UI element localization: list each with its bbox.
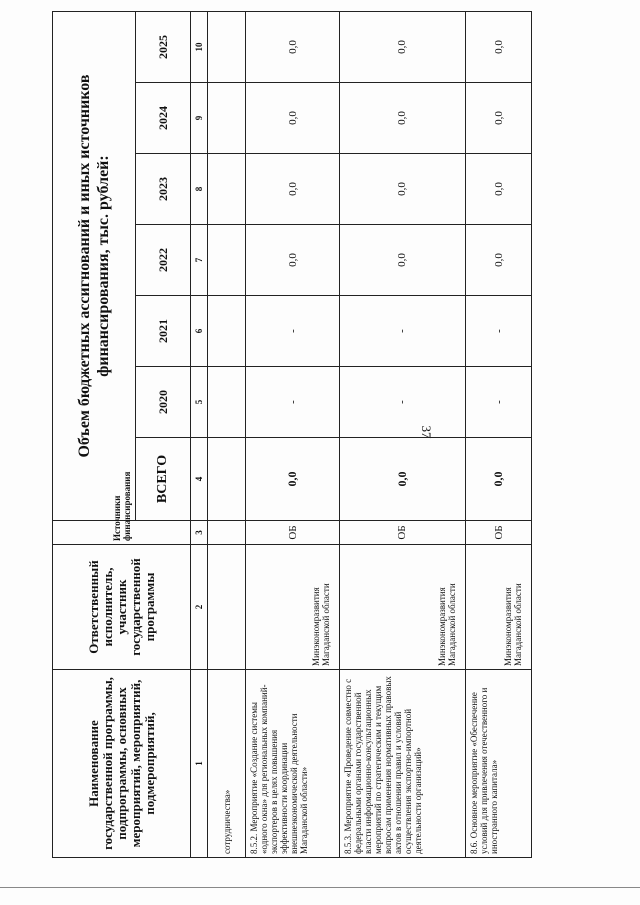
header-executor: Ответственный исполнитель, участник государственной программы (53, 545, 191, 670)
table-row (466, 11, 532, 857)
header-year-2024: 2024 (136, 83, 191, 154)
column-number: 5 (191, 367, 207, 438)
table-row (246, 11, 339, 857)
column-number-row (191, 11, 207, 857)
row-source: ОБ (466, 521, 532, 545)
row-executor: Минэкономразвития Магаданской области (339, 545, 465, 670)
row-value-2023: 0,0 (466, 154, 532, 225)
header-source: Источники финансирования (53, 521, 191, 545)
column-number: 8 (191, 154, 207, 225)
column-number: 2 (191, 545, 207, 670)
row-value-2024: 0,0 (339, 83, 465, 154)
row-value-2024: 0,0 (246, 83, 339, 154)
row-value-2025: 0,0 (466, 11, 532, 82)
column-number: 10 (191, 11, 207, 82)
row-value-2021: - (466, 296, 532, 367)
header-year-2023: 2023 (136, 154, 191, 225)
rotated-table-container (52, 12, 532, 858)
row-value-2023: 0,0 (246, 154, 339, 225)
row-total: 0,0 (246, 438, 339, 521)
row-value-2022: 0,0 (339, 225, 465, 296)
funding-table (52, 11, 532, 858)
row-value-2025: 0,0 (246, 11, 339, 82)
row-source: ОБ (339, 521, 465, 545)
row-value-2024: 0,0 (466, 83, 532, 154)
row-executor: Минэкономразвития Магаданской области (246, 545, 339, 670)
header-row-1 (53, 11, 136, 857)
row-value-2021: - (246, 296, 339, 367)
footer-rule (0, 887, 640, 888)
row-name: 8.5.3. Мероприятие «Проведение совместно с федеральными органами государственной власти информационно-консультационных мероприятий по стратегическим и текущим вопросам применения нормативных правовых актов в отношении правил и условий осуществления экспортно-импортной деятельности организаций» (339, 670, 465, 858)
header-year-2022: 2022 (136, 225, 191, 296)
header-funding: Объем бюджетных ассигнований и иных источников финансирования, тыс. рублей: (53, 11, 136, 520)
row-value-2020: - (466, 367, 532, 438)
header-year-2025: 2025 (136, 11, 191, 82)
page-number: 37 (419, 425, 434, 439)
table-row (339, 11, 465, 857)
header-total: ВСЕГО (136, 438, 191, 521)
row-value-2025: 0,0 (339, 11, 465, 82)
row-executor: Минэкономразвития Магаданской области (466, 545, 532, 670)
row-value-2022: 0,0 (246, 225, 339, 296)
continuation-text: сотрудничества» (207, 670, 245, 858)
header-year-2020: 2020 (136, 367, 191, 438)
column-number: 3 (191, 521, 207, 545)
row-value-2020: - (339, 367, 465, 438)
continuation-row (207, 11, 245, 857)
column-number: 4 (191, 438, 207, 521)
row-value-2020: - (246, 367, 339, 438)
row-value-2021: - (339, 296, 465, 367)
row-name: 8.6. Основное мероприятие «Обеспечение условий для привлечения отечественного и иностранного капитала» (466, 670, 532, 858)
column-number: 7 (191, 225, 207, 296)
column-number: 1 (191, 670, 207, 858)
header-name: Наименование государственной программы, подпрограммы, основных мероприятий, мероприятий, подмероприятий, (53, 670, 191, 858)
row-total: 0,0 (466, 438, 532, 521)
row-value-2023: 0,0 (339, 154, 465, 225)
row-source: ОБ (246, 521, 339, 545)
row-total: 0,0 (339, 438, 465, 521)
column-number: 6 (191, 296, 207, 367)
header-year-2021: 2021 (136, 296, 191, 367)
row-value-2022: 0,0 (466, 225, 532, 296)
row-name: 8.5.2. Мероприятие «Создание системы «одного окна» для региональных компаний-экспортеров в целях повышения эффективности координации внешнеэкономической деятельности Магаданской области» (246, 670, 339, 858)
column-number: 9 (191, 83, 207, 154)
